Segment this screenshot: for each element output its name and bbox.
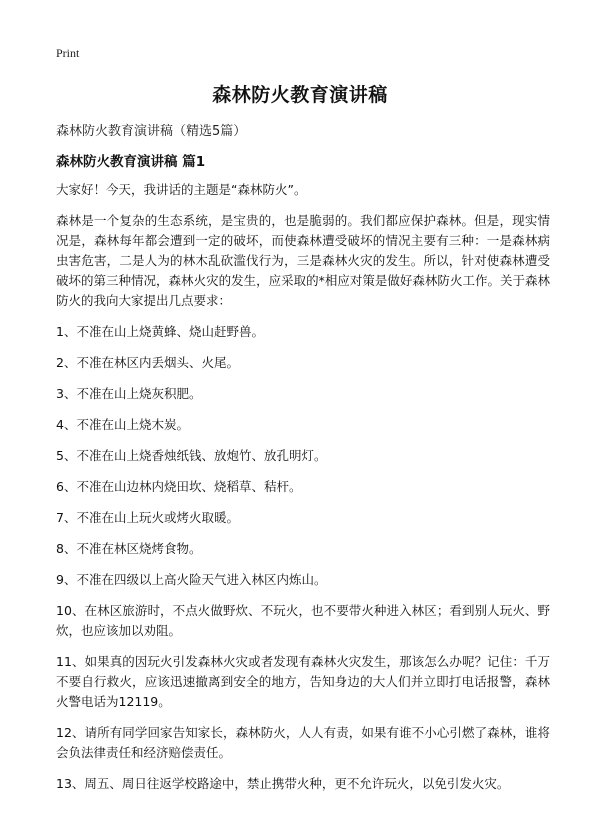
intro-paragraph: 森林是一个复杂的生态系统，是宝贵的，也是脆弱的。我们都应保护森林。但是，现实情况是，森林每年都会遭到一定的破坏，而使森林遭受破坏的情况主要有三种：一是森林病虫害危害，二是人为的林木乱砍滥伐行为，三是森林火灾的发生。所以，针对使森林遭受破坏的第三种情况，森林火灾的发生，应采取的*相应对策是做好森林防火工作。关于森林防火的我向大家提出几点要求： xyxy=(56,213,550,308)
document-body xyxy=(56,180,550,805)
list-item: 13、周五、周日往返学校路途中，禁止携带火种，更不允许玩火，以免引发火灾。 xyxy=(56,776,510,791)
list-item: 3、不准在山上烧灰积肥。 xyxy=(56,386,202,401)
list-item: 8、不准在林区烧烤食物。 xyxy=(56,541,202,556)
list-item: 2、不准在林区内丢烟头、火尾。 xyxy=(56,355,239,370)
list-item: 11、如果真的因玩火引发森林火灾或者发现有森林火灾发生，那该怎么办呢？记住：千万不要自行救火，应该迅速撤离到安全的地方，告知身边的大人们并立即打电话报警，森林火警电话为12119。 xyxy=(56,654,550,709)
list-item: 6、不准在山边林内烧田坎、烧稻草、秸杆。 xyxy=(56,479,302,494)
document-subtitle: 森林防火教育演讲稿（精选5篇） xyxy=(56,124,247,139)
list-item: 5、不准在山上烧香烛纸钱、放炮竹、放孔明灯。 xyxy=(56,448,327,463)
list-item: 9、不准在四级以上高火险天气进入林区内炼山。 xyxy=(56,572,327,587)
section-title: 森林防火教育演讲稿 篇1 xyxy=(56,154,206,170)
list-item: 12、请所有同学回家告知家长，森林防火，人人有责，如果有谁不小心引燃了森林，谁将会负法律责任和经济赔偿责任。 xyxy=(56,725,550,760)
print-link[interactable]: Print xyxy=(56,46,80,60)
document-title: 森林防火教育演讲稿 xyxy=(212,84,388,106)
list-item: 4、不准在山上烧木炭。 xyxy=(56,417,189,432)
list-item: 10、在林区旅游时，不点火做野炊、不玩火，也不要带火种进入林区；看到别人玩火、野炊，也应该加以劝阻。 xyxy=(56,603,550,638)
list-item: 1、不准在山上烧黄蜂、烧山赶野兽。 xyxy=(56,324,264,339)
greeting-paragraph: 大家好！今天，我讲话的主题是“森林防火”。 xyxy=(56,182,307,197)
list-item: 7、不准在山上玩火或烤火取暖。 xyxy=(56,510,239,525)
